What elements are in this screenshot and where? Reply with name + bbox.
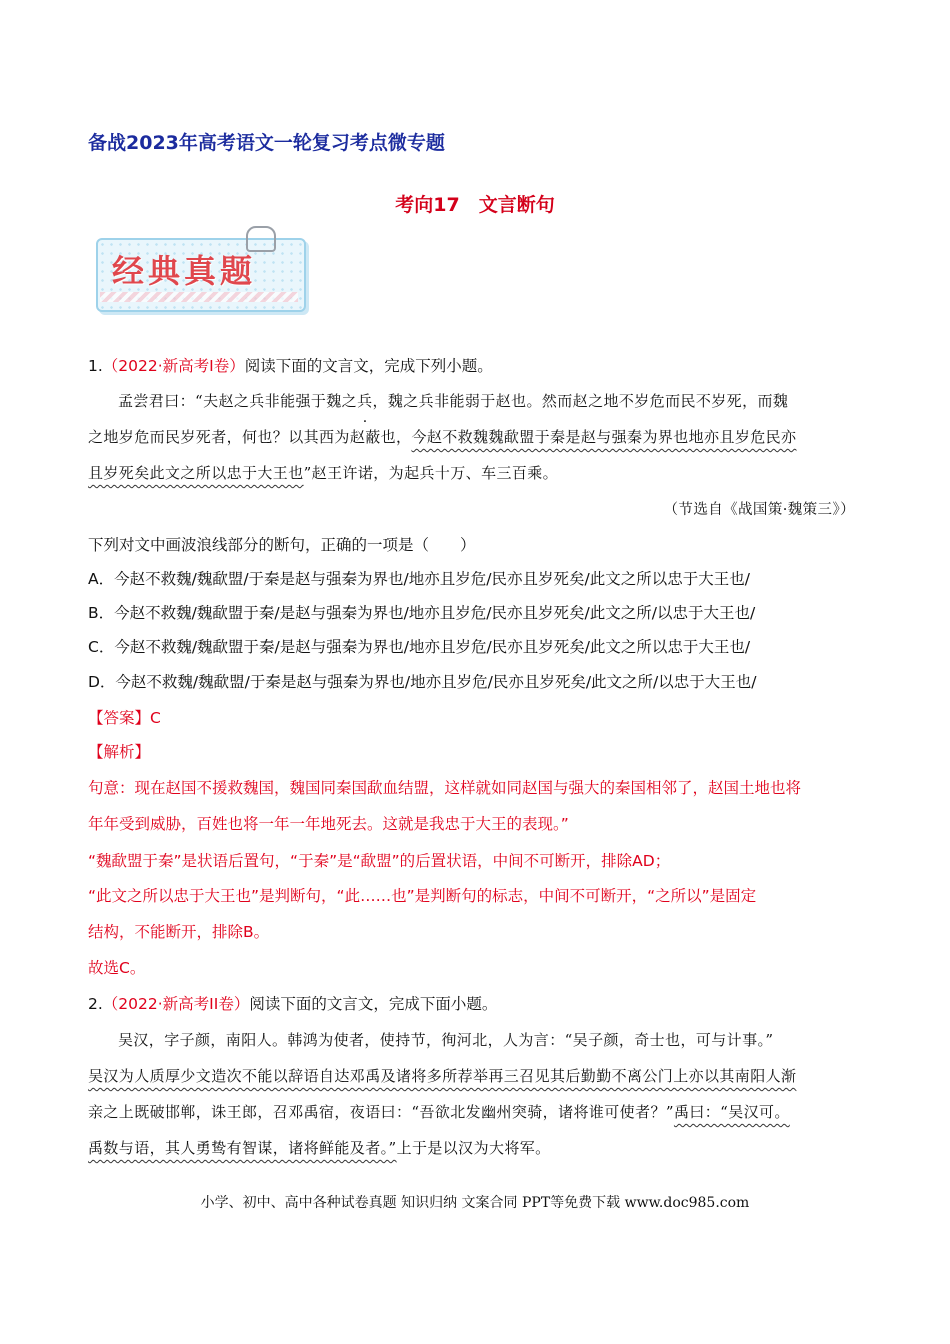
q1-option-b: B．今赵不救魏/魏歃盟于秦/是赵与强秦为界也/地亦且岁危/民亦且岁死矣/此文之所/以忠于大王也/ — [88, 604, 756, 622]
q1-passage-line-2 — [88, 426, 796, 447]
q1-number: 1. — [88, 357, 103, 375]
q1-wavy-segment-1: 今赵不救魏魏歃盟于秦是赵与强秦为界也地亦且岁危民亦 — [411, 428, 797, 446]
emphasis-dot-1: 赵蔽 — [349, 428, 381, 446]
q1-question: 下列对文中画波浪线部分的断句，正确的一项是（ ） — [88, 536, 476, 554]
analysis-line-4: “此文之所以忠于大王也”是判断句，“此……也”是判断句的标志，中间不可断开，“之所以”是固定 — [88, 887, 757, 905]
q1-passage-text: 之地岁危而民岁死者，何也？以其西为 — [88, 428, 350, 446]
q1-option-c: C．今赵不救魏/魏歃盟于秦/是赵与强秦为界也/地亦且岁危/民亦且岁死矣/此文之所以忠于大王也/ — [88, 638, 751, 656]
q1-wavy-segment-2: 且岁死矣此文之所以忠于大王也 — [88, 464, 304, 482]
q2-wavy-segment-1: 禹曰：“吴汉可。 — [673, 1103, 790, 1121]
q1-citation: （节选自《战国策·魏策三》） — [663, 502, 855, 518]
analysis-label: 【解析】 — [88, 743, 151, 761]
answer-value: C — [150, 709, 161, 727]
classic-exam-banner — [96, 232, 308, 312]
q1-prompt: 阅读下面的文言文，完成下列小题。 — [244, 357, 493, 375]
q1-source: （2022·新高考I卷） — [102, 357, 245, 375]
q2-passage-text: 上于是以汉为大将军。 — [396, 1139, 551, 1157]
page-footer: 小学、初中、高中各种试卷真题 知识归纳 文案合同 PPT等免费下载 www.doc985.com — [200, 1195, 750, 1211]
banner-label: 经典真题 — [112, 252, 257, 290]
q1-passage-line-1: 孟尝君曰：“夫赵之兵非能强于魏之兵，魏之兵非能弱于赵也。然而赵之地不岁危而民不岁死，而魏 — [118, 392, 789, 410]
q2-passage-line-2: 吴汉为人质厚少文造次不能以辞语自达邓禹及诸将多所荐举再三召见其后勤勤不离公门上亦以其南阳人渐 — [88, 1067, 797, 1085]
q2-passage-line-1: 吴汉，字子颜，南阳人。韩鸿为使者，使持节，徇河北，人为言：“吴子颜，奇士也，可与计事。” — [118, 1031, 774, 1049]
analysis-line-1: 句意：现在赵国不援救魏国，魏国同秦国歃血结盟，这样就如同赵国与强大的秦国相邻了，赵国土地也将 — [88, 779, 802, 797]
document-header-title: 备战2023年高考语文一轮复习考点微专题 — [88, 132, 445, 154]
q2-source: （2022·新高考II卷） — [102, 995, 250, 1013]
q2-heading — [88, 992, 497, 1014]
q2-number: 2. — [88, 995, 103, 1013]
analysis-line-3: “魏歃盟于秦”是状语后置句，“于秦”是“歃盟”的后置状语，中间不可断开，排除AD； — [88, 852, 671, 870]
q1-heading — [88, 354, 493, 376]
analysis-line-6: 故选C。 — [88, 959, 146, 977]
q1-passage-text: ”赵王许诺，为起兵十万、车三百乘。 — [303, 464, 559, 482]
analysis-line-2: 年年受到威胁，百姓也将一年一年地死去。这就是我忠于大王的表现。” — [88, 815, 569, 833]
banner-stripe — [100, 292, 298, 302]
q1-passage-line-3 — [88, 462, 558, 483]
q2-passage-line-3 — [88, 1101, 790, 1122]
answer-label: 【答案】 — [88, 709, 151, 727]
q2-passage-line-4 — [88, 1137, 551, 1158]
q2-wavy-segment-2: 禹数与语，其人勇鸷有智谋，诸将鲜能及者。” — [88, 1139, 397, 1157]
q2-passage-text: 亲之上既破邯郸，诛王郎，召邓禹宿，夜语曰：“吾欲北发幽州突骑，诸将谁可使者？” — [88, 1103, 674, 1121]
q1-option-d: D．今赵不救魏/魏歃盟/于秦是赵与强秦为界也/地亦且岁危/民亦且岁死矣/此文之所/以忠于大王也/ — [88, 673, 757, 691]
analysis-line-5: 结构，不能断开，排除B。 — [88, 923, 270, 941]
q1-answer — [88, 706, 161, 728]
q1-option-a: A．今赵不救魏/魏歃盟/于秦是赵与强秦为界也/地亦且岁危/民亦且岁死矣/此文之所以忠于大王也/ — [88, 570, 750, 588]
section-title: 考向17 文言断句 — [395, 194, 555, 216]
q1-passage-text: 也， — [380, 428, 412, 446]
q2-prompt: 阅读下面的文言文，完成下面小题。 — [249, 995, 498, 1013]
